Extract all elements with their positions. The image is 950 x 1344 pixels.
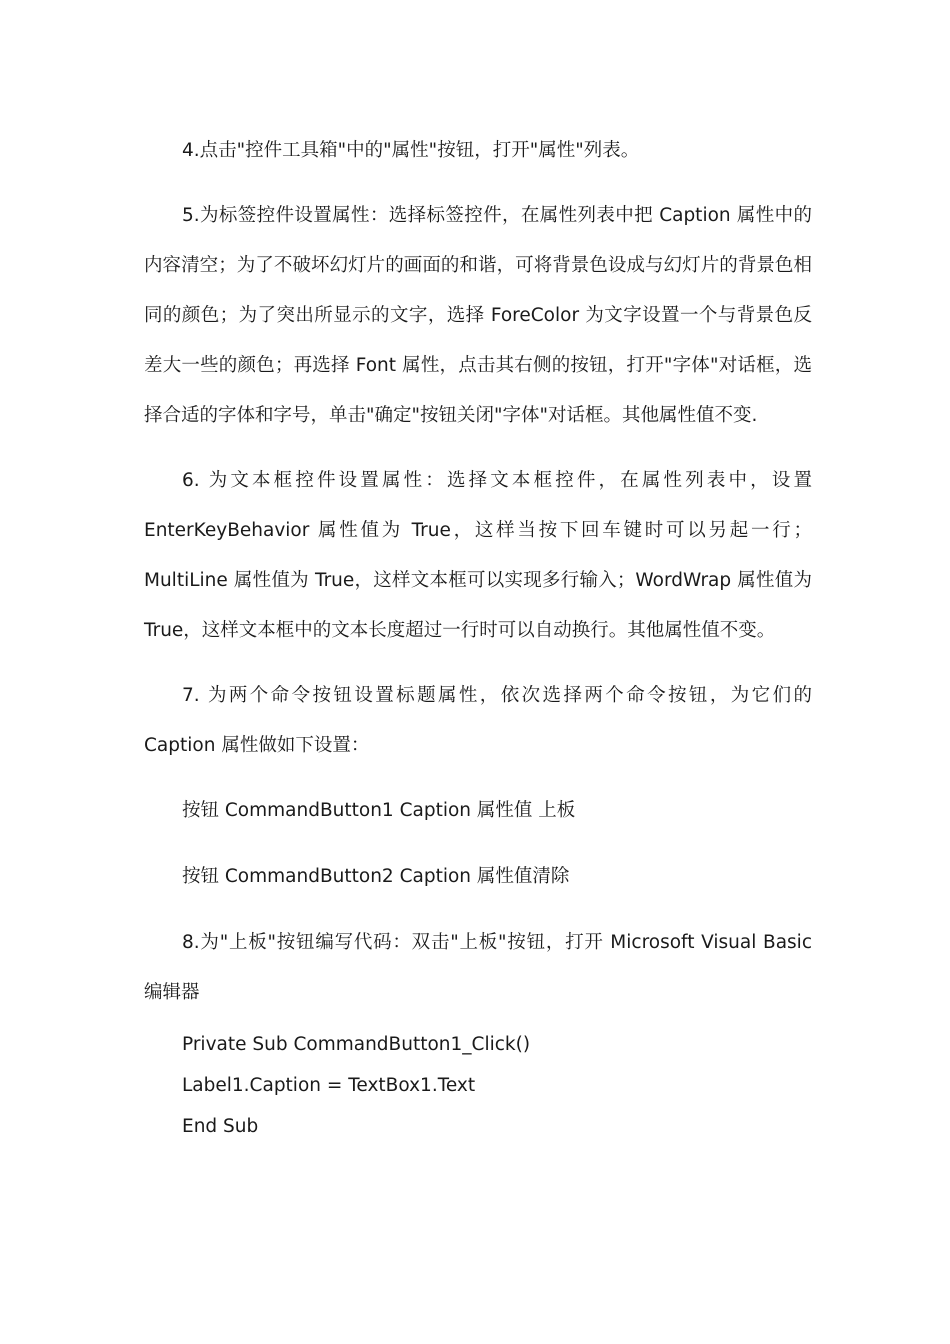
paragraph-step-7: 7. 为两个命令按钮设置标题属性，依次选择两个命令按钮，为它们的 Caption 属性做如下设置： [144,685,812,756]
paragraph-step-6: 6. 为文本框控件设置属性：选择文本框控件，在属性列表中，设置 EnterKeyBehavior 属性值为 True，这样当按下回车键时可以另起一行；MultiLine 属性值为 True，这样文本框可以实现多行输入；WordWrap 属性值为 True，这样文本框中的文本长度超过一行时可以自动换行。其他属性值不变。 [144,470,812,641]
paragraph-step-5: 5.为标签控件设置属性：选择标签控件，在属性列表中把 Caption 属性中的内容清空；为了不破坏幻灯片的画面的和谐，可将背景色设成与幻灯片的背景色相同的颜色；为了突出所显示的文字，选择 ForeColor 为文字设置一个与背景色反差大一些的颜色；再选择 Font 属性，点击其右侧的按钮，打开"字体"对话框，选择合适的字体和字号，单击"确定"按钮关闭"字体"对话框。其他属性值不变. [144,205,812,426]
code-line-3: End Sub [182,1116,259,1137]
button1-caption-line: 按钮 CommandButton1 Caption 属性值 上板 [182,800,576,821]
button2-caption-line: 按钮 CommandButton2 Caption 属性值清除 [182,866,570,887]
code-line-2: Label1.Caption = TextBox1.Text [182,1075,476,1096]
paragraph-step-8: 8.为"上板"按钮编写代码：双击"上板"按钮，打开 Microsoft Visual Basic 编辑器 [144,932,812,1003]
code-line-1: Private Sub CommandButton1_Click() [182,1034,531,1055]
paragraph-step-4: 4.点击"控件工具箱"中的"属性"按钮，打开"属性"列表。 [182,140,640,161]
